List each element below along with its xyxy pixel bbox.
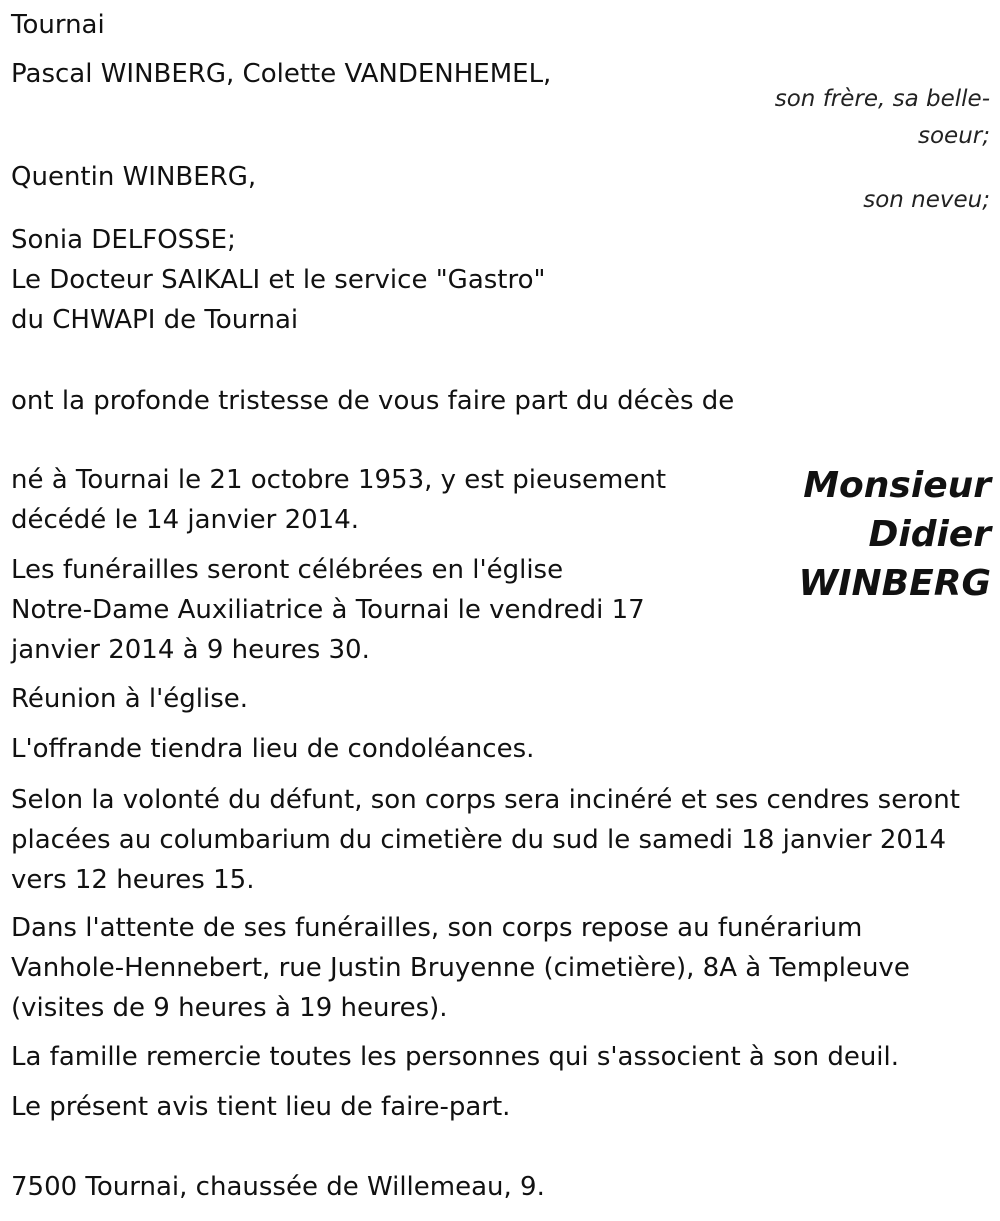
birth-line-2: décédé le 14 janvier 2014. [11, 505, 360, 535]
family-line-4: Le Docteur SAIKALI et le service "Gastro" [11, 265, 546, 295]
thanks-info: La famille remercie toutes les personnes qui s'associent à son deuil. [11, 1042, 900, 1072]
meeting-info: Réunion à l'église. [11, 684, 249, 714]
announcement: ont la profonde tristesse de vous faire part du décès de [11, 386, 735, 416]
birth-line-1: né à Tournai le 21 octobre 1953, y est pieusement [11, 465, 667, 495]
deceased-first-name: Didier [868, 514, 991, 555]
funeral-line-3: janvier 2014 à 9 heures 30. [11, 635, 370, 665]
funeral-line-1: Les funérailles seront célébrées en l'église [11, 555, 564, 585]
rest-line-1: Dans l'attente de ses funérailles, son corps repose au funérarium [11, 913, 863, 943]
family-line-1: Pascal WINBERG, Colette VANDENHEMEL, [11, 59, 552, 89]
deceased-title: Monsieur [803, 465, 991, 506]
deceased-name [798, 461, 991, 608]
relation-1 [775, 81, 990, 155]
offering-info: L'offrande tiendra lieu de condoléances. [11, 734, 535, 764]
cremation-line-1: Selon la volonté du défunt, son corps sera incinéré et ses cendres seront [11, 785, 960, 815]
rest-line-3: (visites de 9 heures à 19 heures). [11, 993, 448, 1023]
relation-1-line-2: soeur; [918, 123, 990, 149]
header-city: Tournai [11, 10, 105, 40]
relation-2: son neveu; [863, 187, 990, 213]
deceased-last-name: WINBERG [798, 563, 991, 604]
family-line-2: Quentin WINBERG, [11, 162, 257, 192]
cremation-line-2: placées au columbarium du cimetière du sud le samedi 18 janvier 2014 [11, 825, 946, 855]
rest-line-2: Vanhole-Hennebert, rue Justin Bruyenne (cimetière), 8A à Templeuve [11, 953, 910, 983]
family-line-3: Sonia DELFOSSE; [11, 225, 236, 255]
address: 7500 Tournai, chaussée de Willemeau, 9. [11, 1172, 545, 1202]
cremation-line-3: vers 12 heures 15. [11, 865, 255, 895]
family-line-5: du CHWAPI de Tournai [11, 305, 299, 335]
funeral-line-2: Notre-Dame Auxiliatrice à Tournai le vendredi 17 [11, 595, 645, 625]
relation-1-line-1: son frère, sa belle- [774, 86, 990, 112]
notice-info: Le présent avis tient lieu de faire-part. [11, 1092, 511, 1122]
